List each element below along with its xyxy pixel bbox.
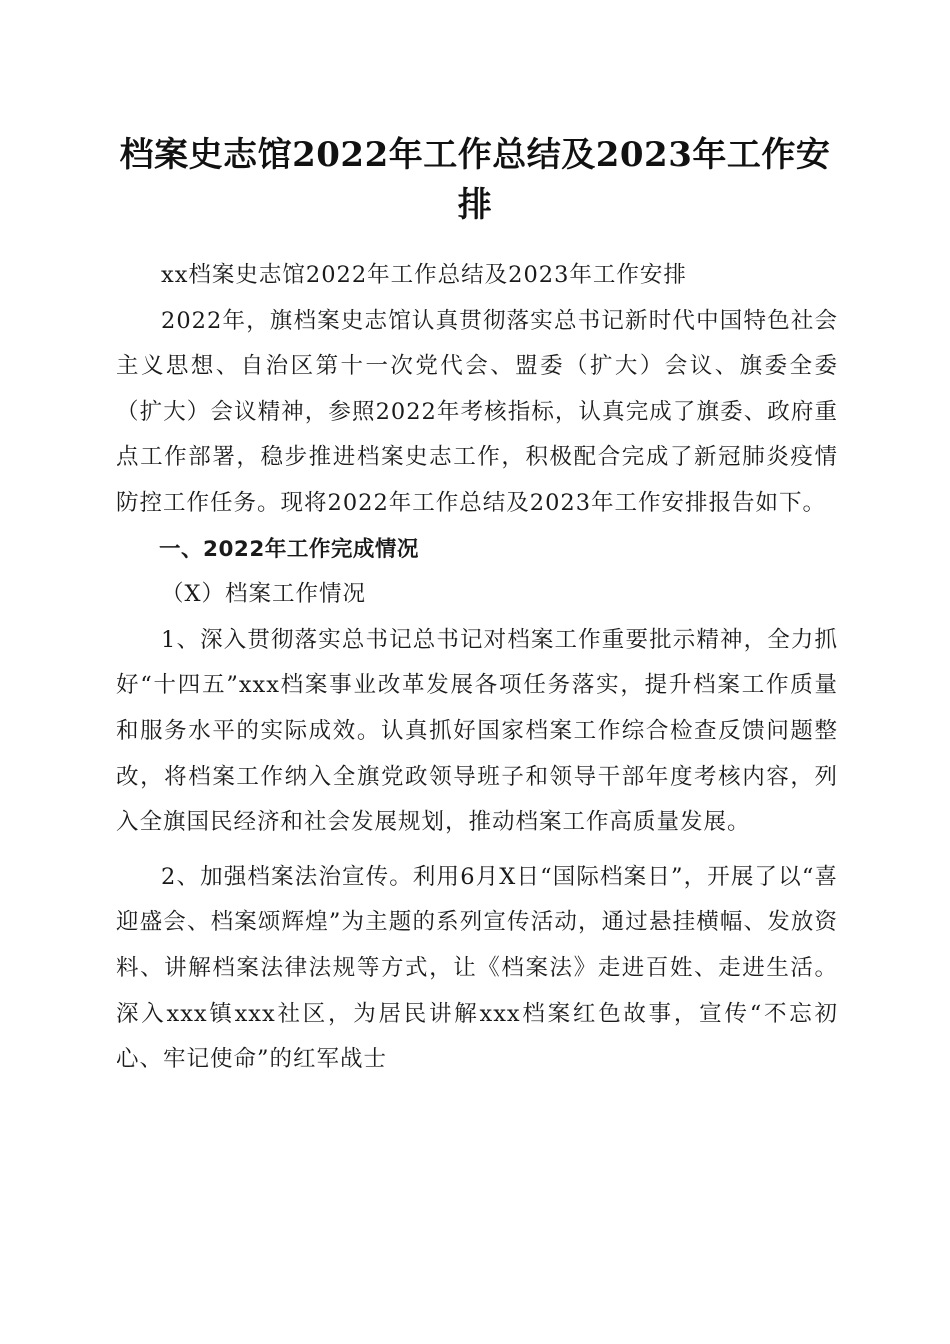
paragraph-item-1: 1、深入贯彻落实总书记总书记对档案工作重要批示精神，全力抓好“十四五”xxx档案事业改革发展各项任务落实，提升档案工作质量和服务水平的实际成效。认真抓好国家档案工作综合检查反馈问题整改，将档案工作纳入全旗党政领导班子和领导干部年度考核内容，列入全旗国民经济和社会发展规划，推动档案工作高质量发展。 [116,626,838,836]
document-body [116,253,838,1083]
subsection-heading: （X）档案工作情况 [161,581,367,608]
document-subtitle: xx档案史志馆2022年工作总结及2023年工作安排 [161,262,687,288]
section-heading: 一、2022年工作完成情况 [159,536,419,562]
paragraph-item-2: 2、加强档案法治宣传。利用6月X日“国际档案日”，开展了以“喜迎盛会、档案颂辉煌”为主题的系列宣传活动，通过悬挂横幅、发放资料、讲解档案法律法规等方式，让《档案法》走进百姓、走进生活。深入xxx镇xxx社区，为居民讲解xxx档案红色故事，宣传“不忘初心、牢记使命”的红军战士 [116,863,838,1073]
document-title: 档案史志馆2022年工作总结及2023年工作安排 [119,135,831,225]
intro-paragraph: 2022年，旗档案史志馆认真贯彻落实总书记新时代中国特色社会主义思想、自治区第十一次党代会、盟委（扩大）会议、旗委全委（扩大）会议精神，参照2022年考核指标，认真完成了旗委、政府重点工作部署，稳步推进档案史志工作，积极配合完成了新冠肺炎疫情防控工作任务。现将2022年工作总结及2023年工作安排报告如下。 [116,307,838,516]
